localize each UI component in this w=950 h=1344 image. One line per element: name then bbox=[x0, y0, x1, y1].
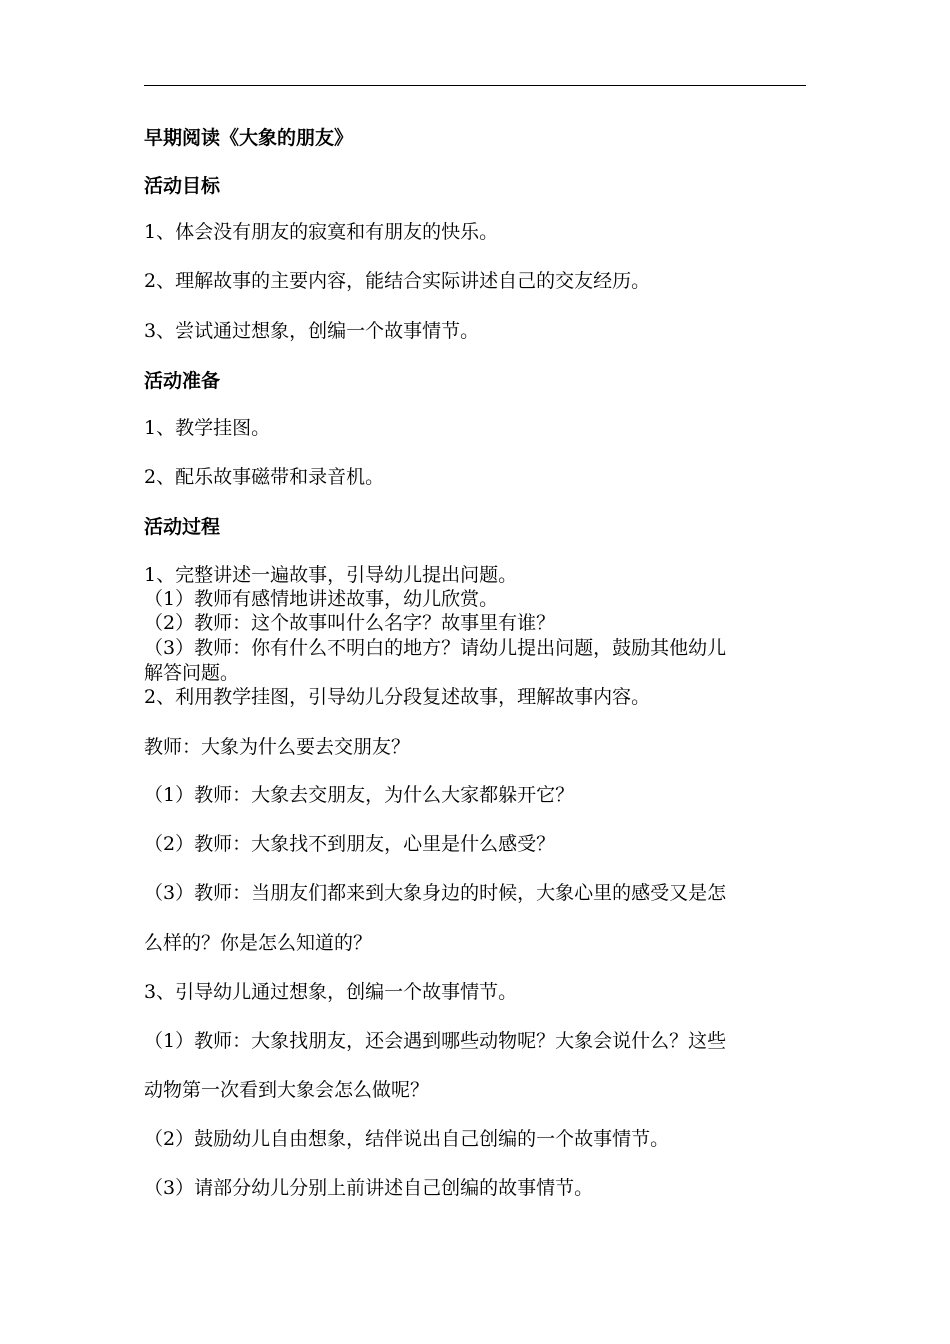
header-rule bbox=[144, 85, 806, 86]
goal-item: 3、尝试通过想象，创编一个故事情节。 bbox=[144, 320, 480, 342]
process-line: （3）教师：当朋友们都来到大象身边的时候，大象心里的感受又是怎 bbox=[144, 882, 727, 904]
process-line: 3、引导幼儿通过想象，创编一个故事情节。 bbox=[144, 981, 518, 1003]
process-line: 解答问题。 bbox=[144, 662, 240, 684]
process-line: 动物第一次看到大象会怎么做呢？ bbox=[144, 1079, 430, 1101]
process-line: （3）教师：你有什么不明白的地方？请幼儿提出问题，鼓励其他幼儿 bbox=[144, 637, 727, 659]
preparation-item: 2、配乐故事磁带和录音机。 bbox=[144, 466, 385, 488]
section-heading-process: 活动过程 bbox=[144, 516, 221, 538]
process-line: 2、利用教学挂图，引导幼儿分段复述故事，理解故事内容。 bbox=[144, 686, 651, 708]
process-line: （1）教师：大象找朋友，还会遇到哪些动物呢？大象会说什么？这些 bbox=[144, 1030, 727, 1052]
process-line: 么样的？你是怎么知道的？ bbox=[144, 932, 373, 954]
process-line: （1）教师：大象去交朋友，为什么大家都躲开它？ bbox=[144, 784, 575, 806]
document-title: 早期阅读《大象的朋友》 bbox=[144, 127, 354, 149]
goal-item: 2、理解故事的主要内容，能结合实际讲述自己的交友经历。 bbox=[144, 270, 651, 292]
goal-item: 1、体会没有朋友的寂寞和有朋友的快乐。 bbox=[144, 221, 499, 243]
preparation-item: 1、教学挂图。 bbox=[144, 417, 271, 439]
process-line: （2）教师：大象找不到朋友，心里是什么感受？ bbox=[144, 833, 556, 855]
section-heading-goals: 活动目标 bbox=[144, 175, 221, 197]
process-line: （2）教师：这个故事叫什么名字？故事里有谁？ bbox=[144, 612, 556, 634]
process-line: （2）鼓励幼儿自由想象，结伴说出自己创编的一个故事情节。 bbox=[144, 1128, 670, 1150]
process-line: 教师：大象为什么要去交朋友？ bbox=[144, 736, 411, 758]
process-line: （3）请部分幼儿分别上前讲述自己创编的故事情节。 bbox=[144, 1177, 594, 1199]
section-heading-preparation: 活动准备 bbox=[144, 370, 221, 392]
process-line: （1）教师有感情地讲述故事，幼儿欣赏。 bbox=[144, 588, 499, 610]
process-line: 1、完整讲述一遍故事，引导幼儿提出问题。 bbox=[144, 564, 518, 586]
